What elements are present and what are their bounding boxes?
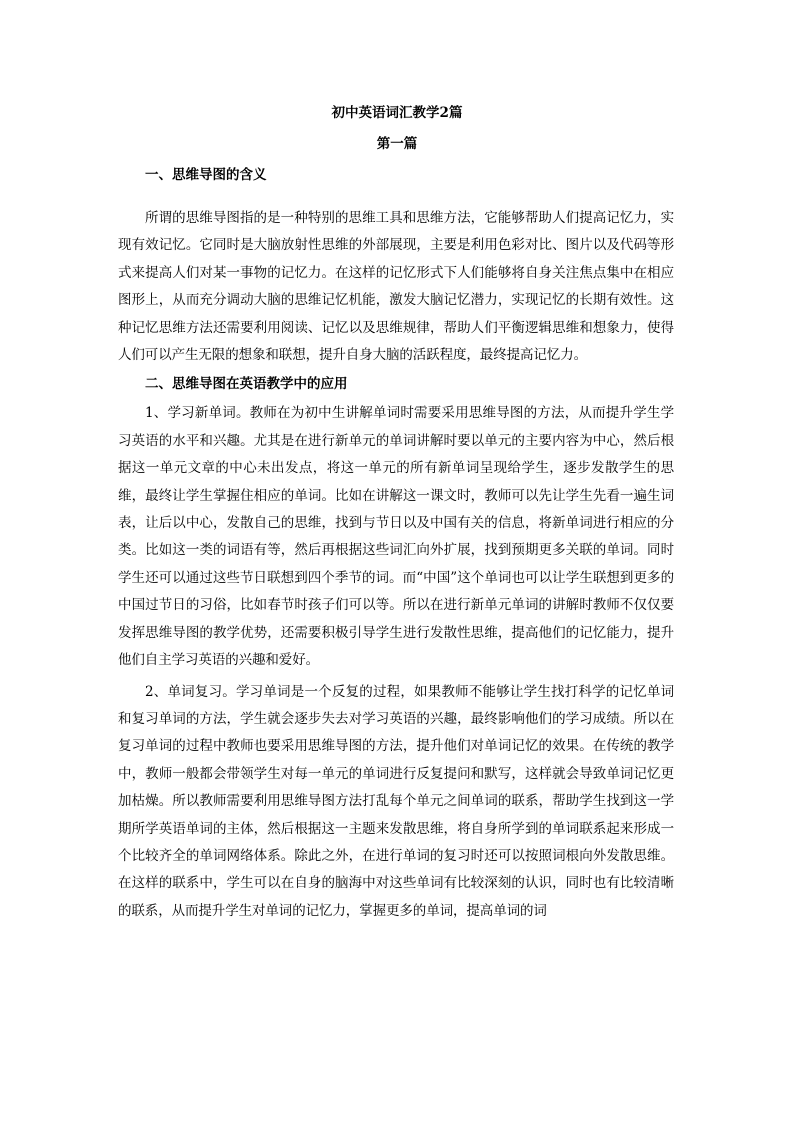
paragraph-learning-new-words: 1、学习新单词。教师在为初中生讲解单词时需要采用思维导图的方法，从而提升学生学习英语的水平和兴趣。尤其是在进行新单元的单词讲解时要以单元的主要内容为中心，然后根据这一单元文章的中心未出发点，将这一单元的所有新单词呈现给学生，逐步发散学生的思维，最终让学生掌握住相应的单词。比如在讲解这一课文时，教师可以先让学生先看一遍生词表，让后以中心，发散自己的思维，找到与节日以及中国有关的信息，将新单词进行相应的分类。比如这一类的词语有等，然后再根据这些词汇向外扩展，找到预期更多关联的单词。同时学生还可以通过这些节日联想到四个季节的词。而“中国”这个单词也可以让学生联想到更多的中国过节日的习俗，比如春节时孩子们可以等。所以在进行新单元单词的讲解时教师不仅仅要发挥思维导图的教学优势，还需要积极引导学生进行发散性思维，提高他们的记忆能力，提升他们自主学习英语的兴趣和爱好。 (118, 405, 674, 669)
section-heading-2: 二、思维导图在英语教学中的应用 (145, 376, 348, 393)
section-heading-1: 一、思维导图的含义 (145, 167, 267, 183)
paragraph-word-review: 2、单词复习。学习单词是一个反复的过程，如果教师不能够让学生找打科学的记忆单词和复习单词的方法，学生就会逐步失去对学习英语的兴趣，最终影响他们的学习成绩。所以在复习单词的过程中教师也要采用思维导图的方法，提升他们对单词记忆的效果。在传统的教学中，教师一般都会带领学生对每一单元的单词进行反复提问和默写，这样就会导致单词记忆更加枯燥。所以教师需要利用思维导图方法打乱每个单元之间单词的联系，帮助学生找到这一学期所学英语单词的主体，然后根据这一主题来发散思维，将自身所学到的单词联系起来形成一个比较齐全的单词网络体系。除此之外，在进行单词的复习时还可以按照词根向外发散思维。在这样的联系中，学生可以在自身的脑海中对这些单词有比较深刻的认识，同时也有比较清晰的联系，从而提升学生对单词的记忆力，掌握更多的单词，提高单词的词 (118, 683, 674, 919)
document-title: 初中英语词汇教学2篇 (331, 105, 463, 121)
document-subtitle: 第一篇 (376, 136, 418, 152)
paragraph-mind-map-definition: 所谓的思维导图指的是一种特别的思维工具和思维方法，它能够帮助人们提高记忆力，实现有效记忆。它同时是大脑放射性思维的外部展现，主要是利用色彩对比、图片以及代码等形式来提高人们对某一事物的记忆力。在这样的记忆形式下人们能够将自身关注焦点集中在相应图形上，从而充分调动大脑的思维记忆机能，激发大脑记忆潜力，实现记忆的长期有效性。这种记忆思维方法还需要利用阅读、记忆以及思维规律，帮助人们平衡逻辑思维和想象力，使得人们可以产生无限的想象和联想，提升自身大脑的活跃程度，最终提高记忆力。 (118, 210, 674, 364)
document-body (118, 165, 674, 925)
